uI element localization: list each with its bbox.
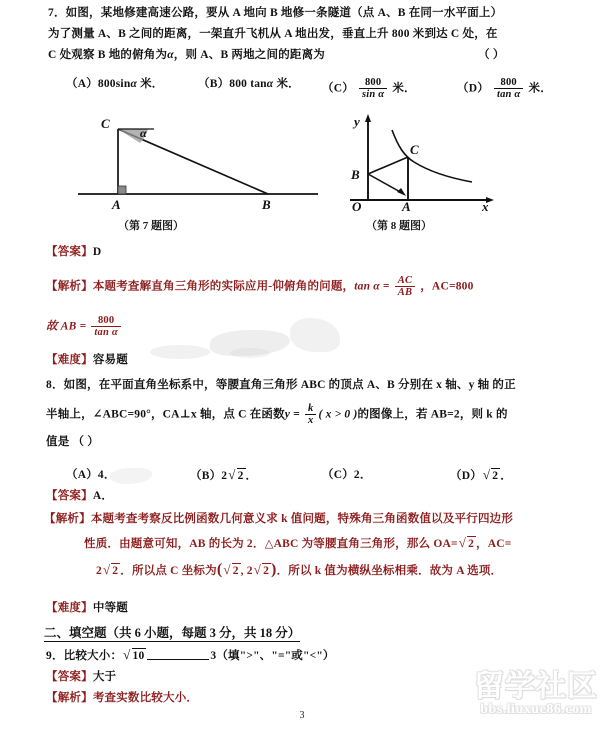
q7-option-d-unit: 米． <box>528 82 552 95</box>
q7-difficulty-row <box>46 353 128 368</box>
q7-figure <box>70 112 330 217</box>
q7-option-b-value: 800 tan <box>229 78 267 90</box>
label-o: O <box>352 199 362 212</box>
q7-difficulty-value: 容易题 <box>92 354 128 366</box>
q8-answer-value: A． <box>92 490 114 502</box>
label-b: B <box>262 197 271 212</box>
q7-option-b-tag: （B） <box>198 78 230 90</box>
q8-figure <box>342 112 502 217</box>
q8-option-d-tail: ． <box>500 470 512 482</box>
q7-option-b[interactable] <box>198 77 300 92</box>
q7-option-d[interactable] <box>457 77 552 100</box>
q7-answer-label: 【答案】 <box>46 246 93 258</box>
q8-coord-radical-x: √ 2 <box>223 562 239 577</box>
q8-option-b[interactable] <box>190 468 257 484</box>
q8-analysis-row-3 <box>96 562 502 579</box>
q7-alpha-symbol: α <box>167 49 174 61</box>
q7-analysis-row <box>46 275 474 298</box>
q8-option-c[interactable] <box>322 468 372 483</box>
q7-figure-caption: （第 7 题图） <box>118 220 184 232</box>
q8-line-3: 值是 （ ） <box>46 436 99 448</box>
watermark-url: bbs.liuxue86.com <box>480 702 592 717</box>
q8-analysis-row-2 <box>84 536 512 552</box>
segment-bc <box>368 157 408 174</box>
watermark-brand: 留学社区 <box>474 670 598 703</box>
q9-answer-blank[interactable] <box>147 648 209 660</box>
q8-analysis-line-1: 本题考查考察反比例函数几何意义求 k 值问题，特殊角三角函数值以及平行四边形 <box>90 513 514 525</box>
scan-smudge-2 <box>290 318 340 352</box>
q8-option-b-coef: 2 <box>221 470 228 482</box>
section-2-heading <box>44 623 300 641</box>
q8-difficulty-row <box>46 601 128 616</box>
q8-analysis-line-2b: ，AC= <box>476 538 512 550</box>
label-x: x <box>482 199 489 212</box>
scan-smudge-5 <box>110 468 152 484</box>
q7-option-b-unit: 米． <box>276 78 300 90</box>
q7-option-c-tag: （C） <box>322 82 354 95</box>
q8-option-b-radical: √ 2 <box>228 467 244 482</box>
q7-option-a[interactable] <box>66 77 163 92</box>
q7-option-d-denominator: tan α <box>494 88 523 100</box>
q7-conclusion-num: 800 <box>97 315 115 326</box>
q8-analysis-line-2a: 性质．由题意可知，AB 的长为 2．△ABC 为等腰直角三角形，那么 OA= <box>84 538 458 550</box>
q7-option-c-unit: 米． <box>392 82 416 95</box>
q8-analysis-line-3b: ．所以点 C 坐标为 <box>120 565 217 577</box>
y-axis-arrow <box>365 114 371 122</box>
scan-smudge-3 <box>150 345 210 359</box>
page-number: 3 <box>299 710 305 721</box>
q8-option-b-radicand: 2 <box>237 470 244 482</box>
q7-analysis-text: 本题考查解直角三角形的实际应用-仰俯角的问题， <box>92 280 355 293</box>
segment-ba-arrow <box>397 188 406 196</box>
q7-analysis-formula-lhs: tan α = <box>354 280 390 293</box>
q8-difficulty-value: 中等题 <box>92 602 128 614</box>
q9-answer-label: 【答案】 <box>46 671 93 683</box>
q8-analysis-radical-ac: √ 2 <box>102 562 119 577</box>
q7-analysis-formula-tail: ，AC=800 <box>420 280 474 293</box>
q8-difficulty-label: 【难度】 <box>46 602 93 614</box>
q8-option-b-tail: ． <box>245 470 258 482</box>
q8-coord-radicand-x: 2 <box>232 565 239 577</box>
label-a: A <box>112 197 121 212</box>
q8-option-c-tag: （C） <box>322 469 354 481</box>
q9-prefix: 9．比较大小： <box>46 650 123 662</box>
q8-function-domain: ( x > 0 ) <box>318 408 358 421</box>
q8-coord-open: ( <box>216 561 223 578</box>
q8-option-b-tag: （B） <box>190 470 222 482</box>
q7-option-c[interactable] <box>322 77 416 100</box>
q8-line-2-a: 半轴上，∠ABC=90°，CA⊥x 轴，点 C 在函数 <box>46 408 285 421</box>
q7-option-d-numerator: 800 <box>500 77 517 88</box>
q7-analysis-fraction <box>395 275 415 298</box>
q7-answer-row <box>46 245 101 260</box>
q8-analysis-radicand-oa: 2 <box>468 538 475 550</box>
q7-line-3-text: C 处观察 B 地的俯角为 <box>48 49 168 61</box>
q7-conclusion-prefix: 故 AB = <box>46 320 87 333</box>
q8-figure-caption: （第 8 题图） <box>366 220 432 232</box>
q7-analysis-fraction-den: AB <box>395 286 415 298</box>
hyperbola-curve <box>392 130 472 182</box>
q8-option-d-radicand: 2 <box>492 470 499 482</box>
q8-option-a[interactable] <box>66 468 116 483</box>
q9-analysis-row <box>46 691 198 706</box>
q8-analysis-line-3c: ．所以 k 值为横纵坐标相乘．故为 A 选项． <box>276 565 503 577</box>
q8-option-d[interactable] <box>450 468 512 484</box>
label-c: C <box>101 116 110 131</box>
label-alpha: α <box>140 126 147 140</box>
q7-option-d-fraction <box>494 77 523 100</box>
q7-option-c-fraction <box>359 77 387 100</box>
q8-option-a-tag: （A） <box>66 469 98 481</box>
q8-function-fraction <box>305 403 316 426</box>
q8-line-1: 8．如图，在平面直角坐标系中，等腰直角三角形 ABC 的顶点 A、B 分别在 x 轴、y 轴 的正 <box>46 379 516 391</box>
q7-option-c-denominator: sin α <box>359 88 387 100</box>
q7-analysis-fraction-num: AC <box>397 275 413 286</box>
q8-coord-radicand-y: 2 <box>263 565 270 577</box>
q8-analysis-radicand-ac: 2 <box>112 565 119 577</box>
q8-analysis-line-3a: 2 <box>96 565 102 577</box>
q7-line-3-tail: ，则 A、B 两地之间的距离为 <box>173 49 325 61</box>
q8-coord-comma: , 2 <box>240 565 253 577</box>
q8-option-c-text: 2． <box>353 469 372 481</box>
label-b: B <box>351 167 360 182</box>
q7-conclusion-row <box>46 315 123 338</box>
q9-radical: √ 10 <box>123 647 145 662</box>
label-c: C <box>410 142 419 157</box>
q7-analysis-label: 【解析】 <box>46 280 93 293</box>
q8-analysis-label: 【解析】 <box>44 513 91 525</box>
q7-answer-paren: （ ） <box>478 49 505 61</box>
label-a: A <box>402 199 411 212</box>
q7-difficulty-label: 【难度】 <box>46 354 93 366</box>
label-y: y <box>354 114 360 129</box>
q9-suffix: 3（填">"、"="或"<"） <box>210 650 335 662</box>
section-2-heading-text: 二、填空题（共 6 小题，每题 3 分，共 18 分） <box>44 626 301 640</box>
q8-function-den: x <box>305 414 316 426</box>
q8-function-lhs: y = <box>284 408 300 421</box>
q8-line-2-b: 的图像上，若 AB=2，则 k 的 <box>357 408 508 421</box>
q8-option-d-radical: √ 2 <box>482 467 499 482</box>
q7-conclusion-den: tan α <box>91 326 120 338</box>
q7-option-a-unit: 米． <box>140 78 164 90</box>
q7-answer-value: D <box>92 246 102 258</box>
q7-option-a-alpha: α <box>130 78 137 90</box>
q8-analysis-row-1 <box>44 512 513 527</box>
q8-answer-label: 【答案】 <box>46 490 93 502</box>
q9-analysis-label: 【解析】 <box>46 692 93 704</box>
q7-line-2: 为了测量 A、B 之间的距离，一架直升飞机从 A 地出发，垂直上升 800 米到达 C 处，在 <box>48 28 498 40</box>
q7-triangle-diagram <box>70 112 330 212</box>
q8-option-d-tag: （D） <box>450 470 482 482</box>
q8-coord-radical-y: √ 2 <box>253 562 270 577</box>
q9-answer-row <box>46 670 116 685</box>
q8-line-2 <box>46 403 508 426</box>
right-angle-marker <box>118 186 126 194</box>
scan-smudge-4 <box>230 348 270 358</box>
q8-coordinate-diagram <box>342 112 502 212</box>
q7-option-d-tag: （D） <box>457 82 489 95</box>
q7-option-c-numerator: 800 <box>364 77 382 88</box>
q8-option-a-text: 4． <box>97 469 116 481</box>
q7-option-a-tag: （A） <box>66 78 98 90</box>
q7-option-b-alpha: α <box>266 78 274 90</box>
q7-option-a-value: 800sin <box>97 78 131 90</box>
q8-coord-close: ) <box>271 561 277 578</box>
q9-answer-value: 大于 <box>92 671 117 683</box>
q7-line-3 <box>48 48 505 63</box>
q7-line-1: 7．如图，某地修建高速公路，要从 A 地向 B 地修一条隧道（点 A、B 在同一水平面上） <box>48 7 503 19</box>
q9-radicand: 10 <box>132 650 145 662</box>
q8-analysis-radical-oa: √ 2 <box>458 535 475 550</box>
q8-answer-row <box>46 489 113 504</box>
q7-conclusion-fraction <box>91 315 120 338</box>
q8-function-num: k <box>308 403 314 414</box>
q9-analysis-text: 考查实数比较大小． <box>92 692 199 704</box>
q9-line-1 <box>46 648 335 664</box>
scan-smudge-1 <box>210 330 290 356</box>
